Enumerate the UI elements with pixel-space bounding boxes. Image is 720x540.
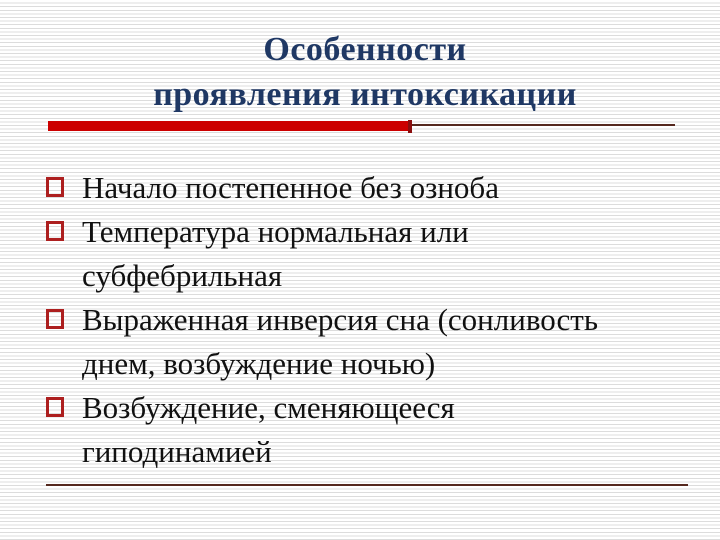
title-line-1: Особенности [263, 31, 467, 68]
slide-title [50, 27, 680, 117]
bullet-square-icon [46, 309, 64, 329]
bullet-square-icon [46, 397, 64, 417]
bullet-item-2-line-1: Температура нормальная или [82, 214, 469, 249]
bullet-item-4 [46, 386, 686, 474]
bullet-item-4-line-1: Возбуждение, сменяющееся [82, 390, 455, 425]
bullet-item-3 [46, 298, 686, 386]
footer-rule [46, 484, 688, 486]
title-line-2: проявления интоксикации [153, 76, 577, 113]
title-divider-end-cap [408, 120, 412, 133]
bullet-item-2-line-2: субфебрильная [82, 258, 283, 293]
bullet-list [46, 166, 686, 474]
bullet-item-3-line-1: Выраженная инверсия сна (сонливость [82, 302, 598, 337]
bullet-item-1 [46, 166, 686, 210]
bullet-square-icon [46, 221, 64, 241]
title-divider-thin-line [412, 124, 675, 126]
bullet-square-icon [46, 177, 64, 197]
bullet-item-2 [46, 210, 686, 298]
bullet-item-1-line-1: Начало постепенное без озноба [82, 170, 499, 205]
bullet-item-3-line-2: днем, возбуждение ночью) [82, 346, 436, 381]
title-divider-thick-bar [48, 121, 410, 131]
bullet-item-4-line-2: гиподинамией [82, 434, 272, 469]
